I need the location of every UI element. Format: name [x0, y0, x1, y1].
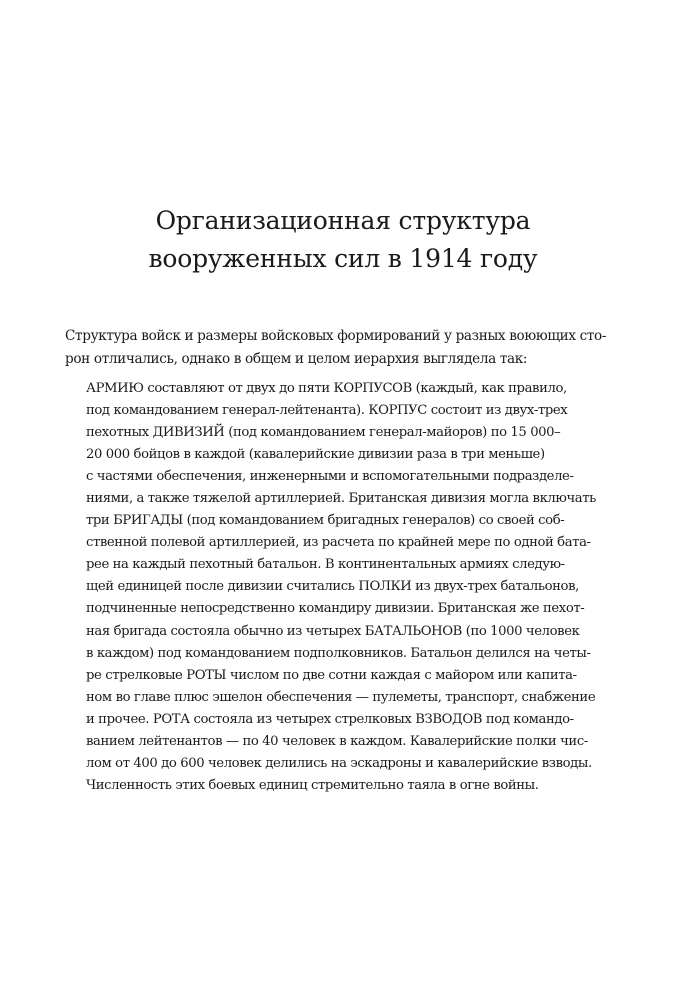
body-line: ниями, а также тяжелой артиллерией. Британская дивизия могла включать — [86, 491, 596, 507]
body-line: рее на каждый пехотный батальон. В континентальных армиях следую- — [86, 557, 565, 573]
title-line: вооруженных сил в 1914 году — [148, 244, 538, 273]
body-line: АРМИЮ составляют от двух до пяти КОРПУСОВ (каждый, как правило, — [86, 381, 567, 396]
body-line: ванием лейтенантов — по 40 человек в каждом. Кавалерийские полки чис- — [86, 733, 588, 749]
body-line: в каждом) под командованием подполковников. Батальон делился на четы- — [86, 645, 591, 661]
body-line: ная бригада состояла обычно из четырех БАТАЛЬОНОВ (по 1000 человек — [86, 623, 580, 639]
body-line: ственной полевой артиллерией, из расчета по крайней мере по одной бата- — [86, 535, 591, 551]
body-line: с частями обеспечения, инженерными и вспомогательными подразделе- — [86, 469, 574, 485]
body-line: три БРИГАДЫ (под командованием бригадных генералов) со своей соб- — [86, 513, 565, 529]
body-line: под командованием генерал-лейтенанта). КОРПУС состоит из двух-трех — [86, 403, 568, 419]
title-line: Организационная структура — [155, 206, 531, 235]
body-line: ре стрелковые РОТЫ числом по две сотни каждая с майором или капита- — [86, 667, 577, 683]
body-line: щей единицей после дивизии считались ПОЛКИ из двух-трех батальонов, — [86, 579, 579, 595]
intro-line: рон отличались, однако в общем и целом иерархия выглядела так: — [65, 350, 528, 367]
page-title — [0, 202, 686, 278]
indented-body-paragraph — [86, 378, 606, 797]
body-line: Численность этих боевых единиц стремительно таяла в огне войны. — [86, 777, 539, 793]
body-line: 20 000 бойцов в каждой (кавалерийские дивизии раза в три меньше) — [86, 447, 545, 463]
body-line: лом от 400 до 600 человек делились на эскадроны и кавалерийские взводы. — [86, 755, 592, 771]
body-line: подчиненные непосредственно командиру дивизии. Британская же пехот- — [86, 601, 585, 617]
body-line: пехотных ДИВИЗИЙ (под командованием генерал-майоров) по 15 000– — [86, 425, 561, 441]
intro-line: Структура войск и размеры войсковых формирований у разных воюющих сто- — [65, 328, 607, 344]
intro-paragraph — [65, 325, 625, 370]
body-line: ном во главе плюс эшелон обеспечения — пулеметы, транспорт, снабжение — [86, 689, 596, 705]
body-line: и прочее. РОТА состояла из четырех стрелковых ВЗВОДОВ под командо- — [86, 711, 574, 727]
